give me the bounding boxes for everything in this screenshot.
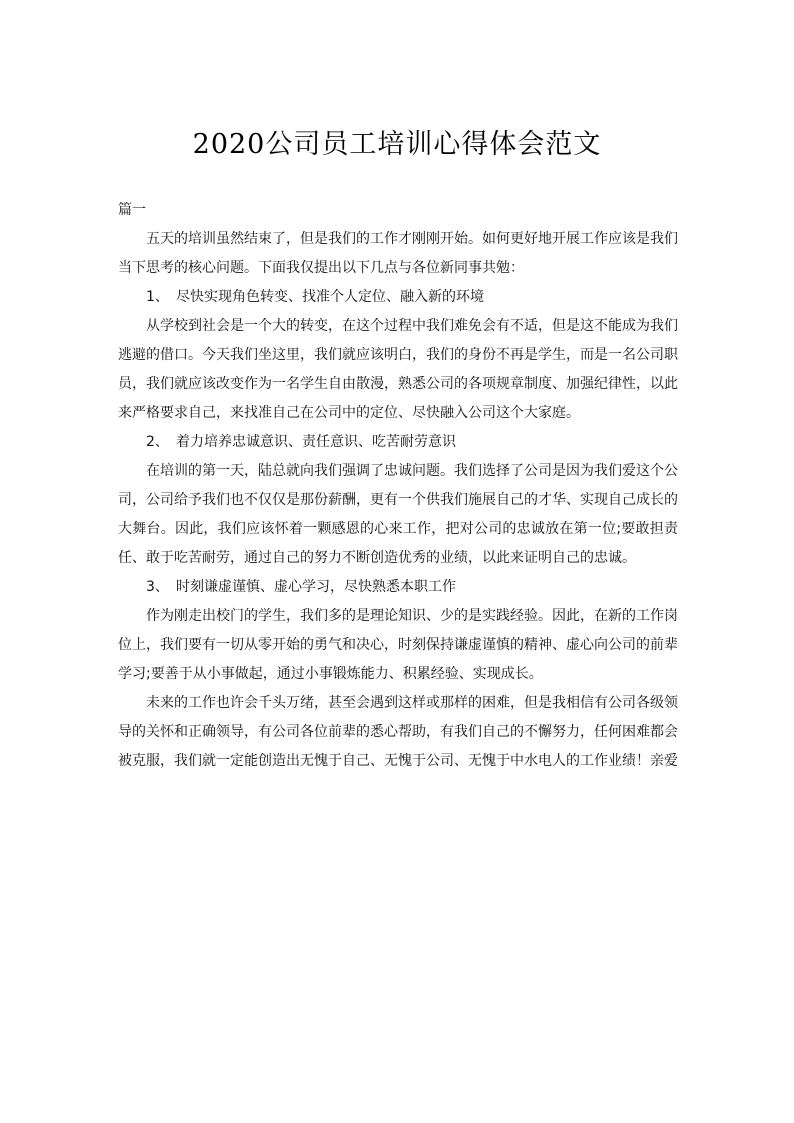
paragraph-3: 作为刚走出校门的学生，我们多的是理论知识、少的是实践经验。因此，在新的工作岗位上，我们要有一切从零开始的勇气和决心，时刻保持谦虚谨慎的精神、虚心向公司的前辈学习;要善于从小事做起，通过小事锻炼能力、积累经验、实现成长。 (118, 608, 678, 682)
paragraph-1: 从学校到社会是一个大的转变，在这个过程中我们难免会有不适，但是这不能成为我们逃避的借口。今天我们坐这里，我们就应该明白，我们的身份不再是学生，而是一名公司职员，我们就应该改变作为一名学生自由散漫，熟悉公司的各项规章制度、加强纪律性，以此来严格要求自己，来找准自己在公司中的定位、尽快融入公司这个大家庭。 (118, 318, 678, 421)
heading-3 (118, 573, 678, 602)
heading-1 (118, 283, 678, 312)
paragraph-4: 未来的工作也许会千头万绪，甚至会遇到这样或那样的困难，但是我相信有公司各级领导的关怀和正确领导，有公司各位前辈的悉心帮助，有我们自己的不懈努力，任何困难都会被克服，我们就一定能创造出无愧于自己、无愧于公司、无愧于中水电人的工作业绩！亲爱 (118, 695, 678, 769)
page-title: 2020公司员工培训心得体会范文 (192, 129, 602, 160)
heading-2 (118, 428, 678, 457)
heading-number: 2、 (146, 434, 169, 450)
heading-text: 时刻谦虚谨慎、虚心学习，尽快熟悉本职工作 (176, 579, 456, 595)
heading-number: 1、 (146, 289, 169, 305)
section-label: 篇一 (118, 202, 146, 218)
heading-text: 着力培养忠诚意识、责任意识、吃苦耐劳意识 (176, 434, 456, 450)
heading-number: 3、 (146, 579, 169, 595)
paragraph-intro: 五天的培训虽然结束了，但是我们的工作才刚刚开始。如何更好地开展工作应该是我们当下思考的核心问题。下面我仅提出以下几点与各位新同事共勉： (118, 231, 678, 276)
paragraph-2: 在培训的第一天，陆总就向我们强调了忠诚问题。我们选择了公司是因为我们爱这个公司，公司给予我们也不仅仅是那份薪酬，更有一个供我们施展自己的才华、实现自己成长的大舞台。因此，我们应该怀着一颗感恩的心来工作，把对公司的忠诚放在第一位;要敢担责任、敢于吃苦耐劳，通过自己的努力不断创造优秀的业绩，以此来证明自己的忠诚。 (118, 463, 678, 566)
document-body (118, 196, 678, 776)
heading-text: 尽快实现角色转变、找准个人定位、融入新的环境 (176, 289, 484, 305)
